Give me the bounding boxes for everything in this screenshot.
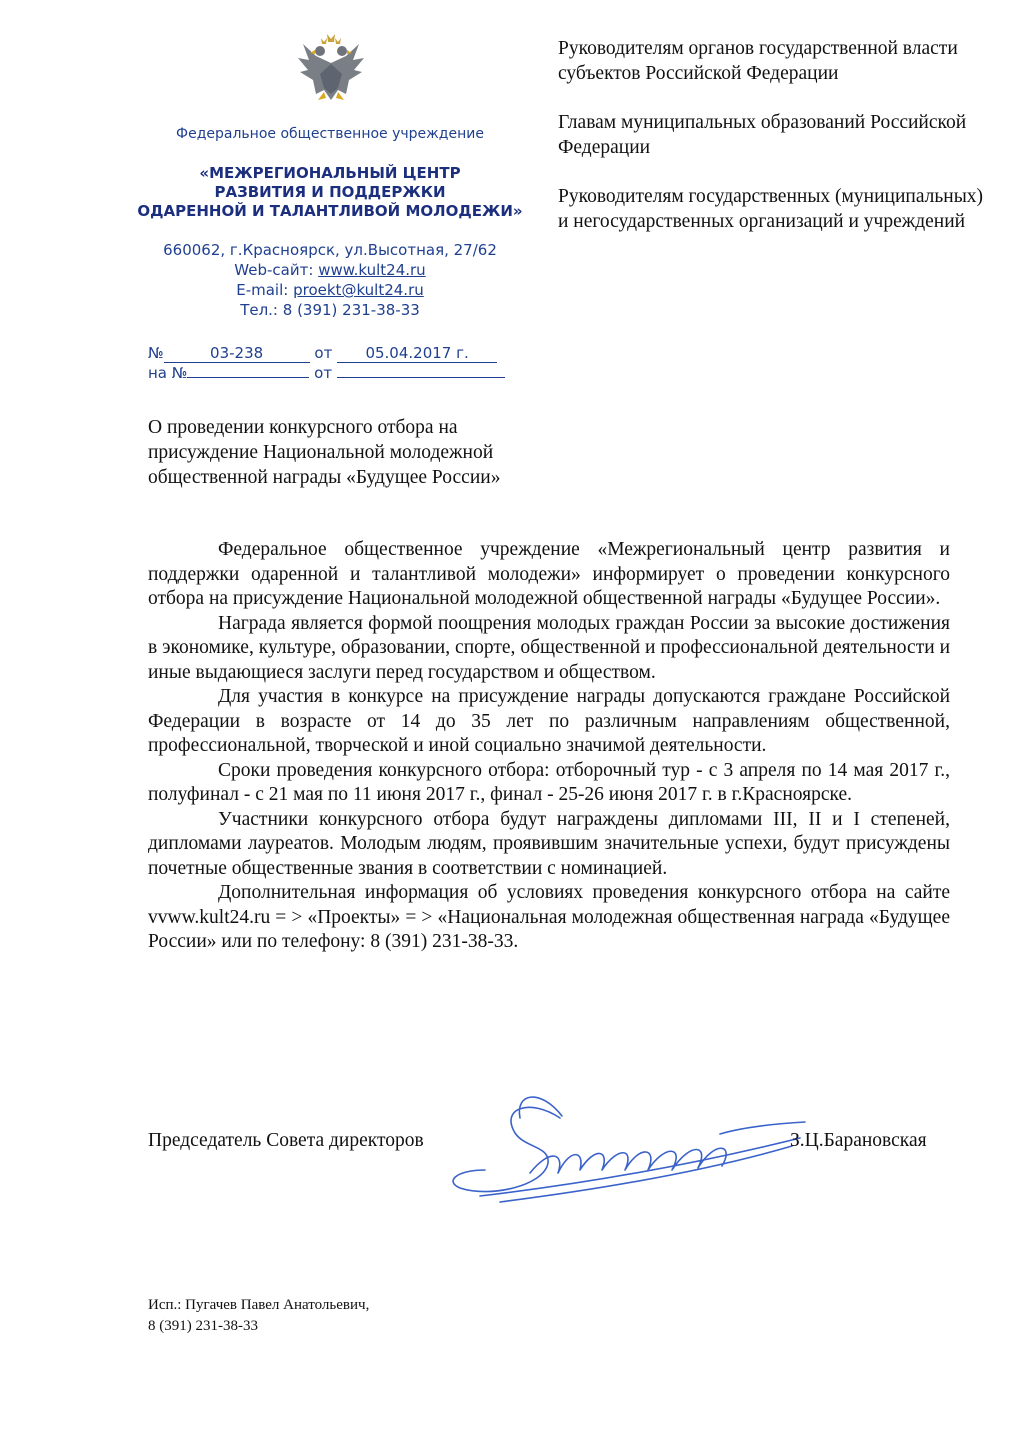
executor-name: Исп.: Пугачев Павел Анатольевич,: [148, 1297, 370, 1313]
org-name-line: ОДАРЕННОЙ И ТАЛАНТЛИВОЙ МОЛОДЕЖИ»: [137, 202, 523, 220]
org-name-line: «МЕЖРЕГИОНАЛЬНЫЙ ЦЕНТР: [199, 164, 461, 182]
recipients: [558, 36, 998, 258]
double-headed-eagle-emblem-icon: [296, 34, 366, 106]
signer-name: З.Ц.Барановская: [790, 1130, 927, 1151]
signer-title: Председатель Совета директоров: [148, 1130, 424, 1151]
body-paragraph: Для участия в конкурсе на присуждение награды допускаются граждане Российской Федерации в возрасте от 14 до 35 лет по различным направлениям общественной, профессиональной, творческой и иной социально значимой деятельности.: [148, 686, 950, 756]
body-paragraph: Федеральное общественное учреждение «Межрегиональный центр развития и поддержки одаренной и талантливой молодежи» информирует о проведении конкурсного отбора на присуждение Национальной молодежной общественной награды «Будущее России».: [148, 539, 950, 609]
org-phone: Тел.: 8 (391) 231-38-33: [240, 301, 420, 319]
outgoing-number: 03-238: [164, 345, 310, 363]
outgoing-number-row: [148, 343, 528, 363]
handwritten-signature: [440, 1078, 810, 1218]
reply-number: [187, 377, 309, 378]
website-label: Web-сайт:: [234, 261, 314, 279]
body-paragraph: Участники конкурсного отбора будут награждены дипломами III, II и I степеней, дипломами лауреатов. Молодым людям, проявившим значительные успехи, будут присуждены почетные общественные звания в соответствии с номинацией.: [148, 808, 950, 879]
reply-date: [337, 377, 505, 378]
reply-number-row: [148, 363, 528, 383]
org-name-line: РАЗВИТИЯ И ПОДДЕРЖКИ: [214, 183, 446, 201]
org-email-row: [130, 280, 530, 300]
outgoing-date: 05.04.2017 г.: [337, 345, 497, 363]
body-paragraph: Награда является формой поощрения молодых граждан России за высокие достижения в экономике, культуре, образовании, спорте, общественной и профессиональной деятельности и иные выдающиеся заслуги перед государством и обществом.: [148, 612, 950, 683]
org-website-row: [130, 260, 530, 280]
email-label: E-mail:: [236, 281, 289, 299]
org-name: [130, 164, 530, 221]
org-address: 660062, г.Красноярск, ул.Высотная, 27/62: [163, 241, 497, 259]
letter-subject: О проведении конкурсного отбора на присуждение Национальной молодежной общественной награды «Будущее России»: [148, 417, 501, 488]
letterhead: [130, 124, 530, 320]
org-contacts: [130, 240, 530, 320]
body-paragraph: Сроки проведения конкурсного отбора: отборочный тур - с 3 апреля по 14 мая 2017 г., полуфинал - с 21 мая по 11 июня 2017 г., финал - 25-26 июня 2017 г. в г.Красноярске.: [148, 759, 950, 805]
reference-block: [148, 343, 528, 383]
reply-label: на №: [148, 364, 188, 382]
letter-body: [148, 538, 950, 955]
org-type: Федеральное общественное учреждение: [176, 126, 484, 142]
recipient: Руководителям государственных (муниципальных) и негосударственных организаций и учреждений: [558, 186, 984, 232]
number-label: №: [148, 344, 164, 362]
body-paragraph: Дополнительная информация об условиях проведения конкурсного отбора на сайте vvww.kult24.ru = > «Проекты» = > «Национальная молодежная общественная награда «Будущее России» или по телефону: 8 (391) 231-38-33.: [148, 882, 950, 952]
recipient: Руководителям органов государственной власти субъектов Российской Федерации: [558, 38, 958, 84]
reply-date-label: от: [314, 364, 333, 382]
executor-phone: 8 (391) 231-38-33: [148, 1318, 258, 1334]
website-link[interactable]: www.kult24.ru: [318, 261, 426, 279]
recipient: Главам муниципальных образований Российской Федерации: [558, 112, 967, 158]
date-label: от: [314, 344, 333, 362]
executor-info: [148, 1295, 369, 1337]
email-link[interactable]: proekt@kult24.ru: [293, 281, 424, 299]
